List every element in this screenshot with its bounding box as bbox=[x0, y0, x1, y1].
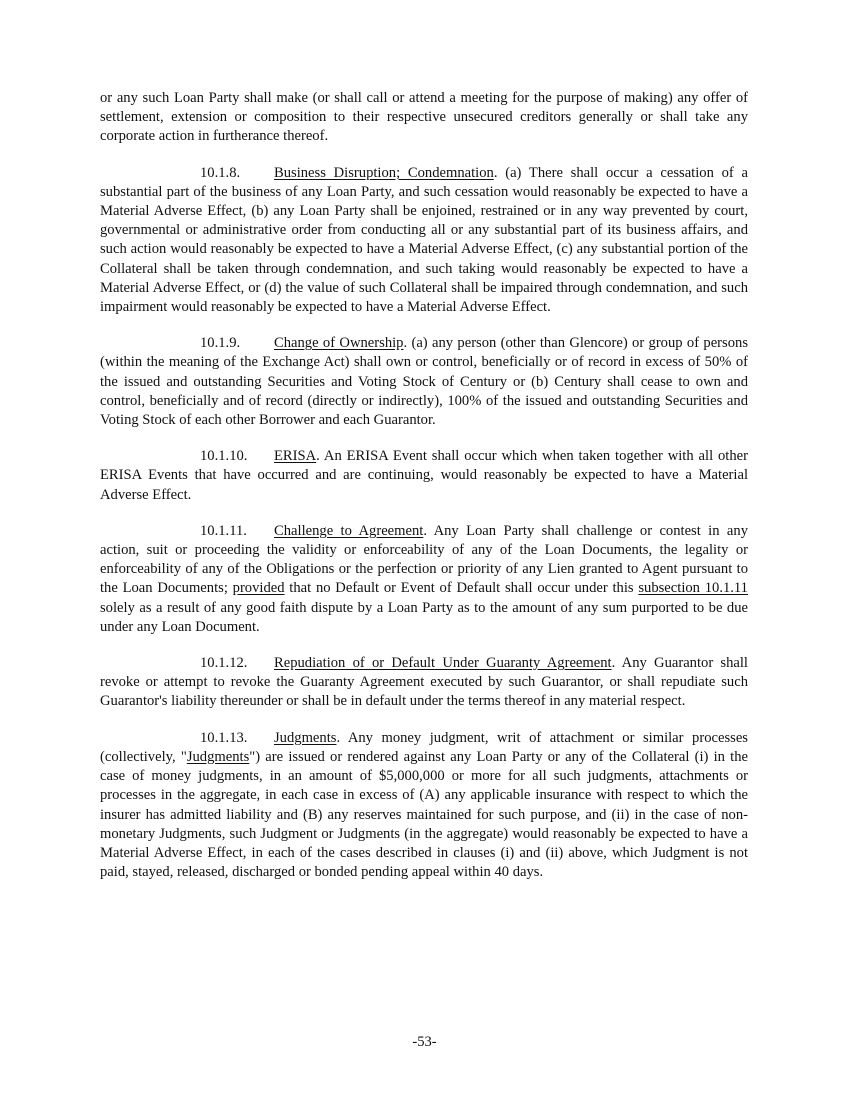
section-title: Challenge to Agreement bbox=[274, 522, 424, 539]
section-10-1-11: 10.1.11. Challenge to Agreement. Any Loan Party shall challenge or contest in any action, suit or proceeding the validity or enforceability of any of the Loan Documents, the legality or enforceability of any of the Obligations or the perfection or priority of any Lien granted to Agent pursuant to the Loan Documents; provided that no Default or Event of Default shall occur under this subsection 10.1.11 solely as a result of any good faith dispute by a Loan Party as to the amount of any sum purported to be due under any Loan Document. bbox=[100, 522, 748, 635]
section-number: 10.1.8. bbox=[200, 164, 241, 181]
section-body: Any Guarantor shall revoke or attempt to revoke the Guaranty Agreement executed by such Guarantor, or shall repudiate such Guarantor's liability thereunder or shall be in default under the terms thereof in any material respect. bbox=[100, 655, 748, 710]
section-10-1-8: 10.1.8. Business Disruption; Condemnation. (a) There shall occur a cessation of a substantial part of the business of any Loan Party, and such cessation would reasonably be expected to have a Material Adverse Effect, (b) any Loan Party shall be enjoined, restrained or in any way prevented by court, governmental or administrative order from conducting all or any substantial part of its business affairs, and such action would reasonably be expected to have a Material Adverse Effect, (c) any substantial portion of the Collateral shall be taken through condemnation, and such taking would reasonably be expected to have a Material Adverse Effect, or (d) the value of such Collateral shall be impaired through condemnation, and such impairment would reasonably be expected to have a Material Adverse Effect. bbox=[100, 164, 749, 316]
section-body: An ERISA Event shall occur which when taken together with all other ERISA Events that have occurred and are continuing, would reasonably be expected to have a Material Adverse Effect. bbox=[100, 448, 748, 503]
section-body-part-a: Any Loan Party shall challenge or contest in any action, suit or proceeding the validity or enforceability of any of the Loan Documents, the legality or enforceability of any of the Obligations or the perfection or priority of any Lien granted to Agent pursuant to the Loan Documents; bbox=[100, 522, 748, 597]
section-number: 10.1.9. bbox=[200, 335, 241, 352]
section-10-1-13: 10.1.13. Judgments. Any money judgment, writ of attachment or similar processes (collectively, "Judgments") are issued or rendered against any Loan Party or any of the Collateral (i) in the case of money judgments, in an amount of $5,000,000 or more for all such judgments, attachments or processes in the aggregate, in each case in excess of (A) any applicable insurance with respect to which the insurer has admitted liability and (B) any reserves maintained for such purpose, and (ii) in the case of non-monetary Judgments, such Judgment or Judgments (in the aggregate) would reasonably be expected to have a Material Adverse Effect, in each of the cases described in clauses (i) and (ii) above, which Judgment is not paid, stayed, released, discharged or bonded pending appeal within 40 days. bbox=[100, 729, 748, 881]
section-body-part-b: that no Default or Event of Default shall occur under this bbox=[289, 580, 634, 597]
intro-text: or any such Loan Party shall make (or shall call or attend a meeting for the purpose of making) any offer of settlement, extension or composition to their respective unsecured creditors generally or shall take any corporate action in furtherance thereof. bbox=[100, 90, 748, 145]
section-body-part-c: solely as a result of any good faith dispute by a Loan Party as to the amount of any sum purported to be due under any Loan Document. bbox=[100, 599, 748, 635]
section-number: 10.1.11. bbox=[200, 522, 247, 539]
section-10-1-9: 10.1.9. Change of Ownership. (a) any person (other than Glencore) or group of persons (within the meaning of the Exchange Act) shall own or control, beneficially or of record in excess of 50% of the issued and outstanding Securities and Voting Stock of Century or (b) Century shall cease to own and control, beneficially and of record (directly or indirectly), 100% of the issued and outstanding Securities and Voting Stock of each other Borrower and each Guarantor. bbox=[100, 335, 748, 429]
section-number: 10.1.10. bbox=[200, 448, 248, 465]
section-10-1-12: 10.1.12. Repudiation of or Default Under Guaranty Agreement. Any Guarantor shall revoke or attempt to revoke the Guaranty Agreement executed by such Guarantor, or shall repudiate such Guarantor's liability thereunder or shall be in default under the terms thereof in any material respect. bbox=[100, 655, 748, 710]
section-title: Judgments bbox=[274, 729, 337, 746]
section-10-1-10: 10.1.10. ERISA. An ERISA Event shall occur which when taken together with all other ERISA Events that have occurred and are continuing, would reasonably be expected to have a Material Adverse Effect. bbox=[100, 448, 748, 503]
section-number: 10.1.12. bbox=[200, 655, 248, 672]
defined-term: Judgments bbox=[186, 748, 250, 765]
section-title: Change of Ownership bbox=[274, 335, 404, 352]
section-body-part-b: ") are issued or rendered against any Loan Party or any of the Collateral (i) in the case of money judgments, in an amount of $5,000,000 or more for all such judgments, attachments or processes in the aggregate, in each case in excess of (A) any applicable insurance with respect to which the insurer has admitted liability and (B) any reserves maintained for such purpose, and (ii) in the case of non-monetary Judgments, such Judgment or Judgments (in the aggregate) would reasonably be expected to have a Material Adverse Effect, in each of the cases described in clauses (i) and (ii) above, which Judgment is not paid, stayed, released, discharged or bonded pending appeal within 40 days. bbox=[100, 748, 748, 881]
provided-term: provided bbox=[232, 580, 285, 597]
section-title: ERISA bbox=[274, 448, 317, 465]
subsection-reference: subsection 10.1.11 bbox=[638, 580, 748, 597]
section-body-part-a: Any money judgment, writ of attachment or similar processes (collectively, " bbox=[100, 729, 748, 765]
section-title: Business Disruption; Condemnation bbox=[274, 164, 494, 181]
document-page bbox=[100, 89, 748, 899]
section-number: 10.1.13. bbox=[200, 729, 248, 746]
section-body: (a) There shall occur a cessation of a substantial part of the business of any Loan Party, and such cessation would reasonably be expected to have a Material Adverse Effect, (b) any Loan Party shall be enjoined, restrained or in any way prevented by court, governmental or administrative order from conducting all or any substantial part of its business affairs, and such action would reasonably be expected to have a Material Adverse Effect, (c) any substantial portion of the Collateral shall be taken through condemnation, and such taking would reasonably be expected to have a Material Adverse Effect, or (d) the value of such Collateral shall be impaired through condemnation, and such impairment would reasonably be expected to have a Material Adverse Effect. bbox=[100, 164, 749, 316]
page-number: -53- bbox=[412, 1034, 437, 1050]
intro-paragraph bbox=[100, 89, 748, 147]
section-title: Repudiation of or Default Under Guaranty Agreement bbox=[274, 655, 612, 672]
section-body: (a) any person (other than Glencore) or group of persons (within the meaning of the Exchange Act) shall own or control, beneficially or of record in excess of 50% of the issued and outstanding Securities and Voting Stock of Century or (b) Century shall cease to own and control, beneficially and of record (directly or indirectly), 100% of the issued and outstanding Securities and Voting Stock of each other Borrower and each Guarantor. bbox=[100, 335, 748, 429]
